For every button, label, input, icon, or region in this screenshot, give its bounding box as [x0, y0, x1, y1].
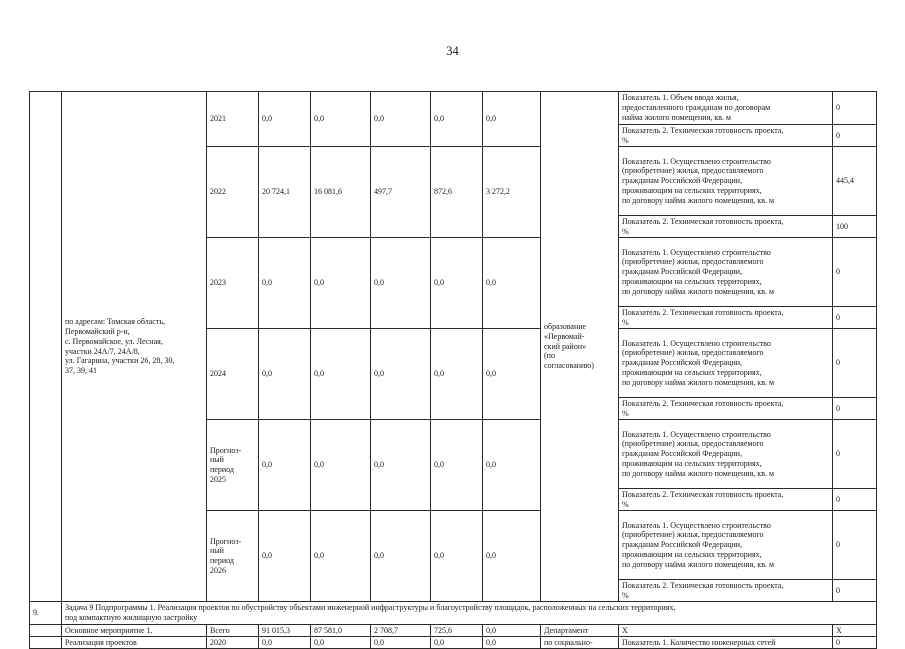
- page-number: 34: [446, 44, 459, 58]
- year-cell: 2022: [207, 147, 259, 238]
- funding-value: 0,0: [311, 238, 371, 329]
- address-line: 37, 39, 41: [65, 365, 97, 375]
- year-cell: 2023: [207, 238, 259, 329]
- indicator-line: по договору найма жилого помещения, кв. м: [622, 286, 775, 296]
- row-number-cell: [30, 625, 62, 637]
- indicator-line: Показатель 2. Техническая готовность проекта,: [622, 580, 784, 590]
- indicator-1: [619, 329, 833, 398]
- year-line: период: [210, 556, 234, 565]
- address-line: ул. Гагарина, участки 26, 28, 30,: [65, 356, 175, 366]
- funding-value: 0,0: [371, 511, 431, 602]
- executor-cell: Департамент: [541, 625, 619, 637]
- main-measure-row: [30, 625, 877, 637]
- funding-value: 0,0: [259, 637, 311, 649]
- indicator-line: гражданам Российской Федерации,: [622, 176, 743, 186]
- indicator-line: %: [622, 499, 629, 509]
- funding-value: 497,7: [371, 147, 431, 238]
- year-cell: [207, 511, 259, 602]
- executor-line: образование: [544, 322, 587, 332]
- indicator-line: Показатель 2. Техническая готовность проекта,: [622, 398, 784, 408]
- funding-value: 87 581,0: [311, 625, 371, 637]
- indicator-line: по договору найма жилого помещения, кв. м: [622, 195, 775, 205]
- indicator-2-value: 100: [833, 216, 877, 238]
- period-cell: Всего: [207, 625, 259, 637]
- funding-value: 0,0: [431, 420, 483, 511]
- indicator-line: (приобретение) жилья, предоставляемого: [622, 530, 764, 540]
- funding-value: 0,0: [431, 637, 483, 649]
- indicator-line: Показатель 1. Осуществлено строительство: [622, 429, 771, 439]
- executor-line: «Первомай-: [544, 331, 585, 341]
- indicator-line: Показатель 1. Объем ввода жилья,: [622, 93, 739, 103]
- executor-line: (по: [544, 351, 555, 361]
- indicator-line: Показатель 1. Осуществлено строительство: [622, 156, 771, 166]
- funding-value: 0,0: [259, 420, 311, 511]
- indicator-line: Показатель 2. Техническая готовность проекта,: [622, 125, 784, 135]
- indicator-line: (приобретение) жилья, предоставляемого: [622, 257, 764, 267]
- executor-line: ский район»: [544, 341, 587, 351]
- indicator-cell: X: [619, 625, 833, 637]
- funding-value: 0,0: [371, 420, 431, 511]
- indicator-2-value: 0: [833, 580, 877, 602]
- indicator-line: гражданам Российской Федерации,: [622, 449, 743, 459]
- indicator-line: проживающим на сельских территориях,: [622, 458, 762, 468]
- address-line: Первомайский р-н,: [65, 327, 130, 337]
- funding-value: 3 272,2: [483, 147, 541, 238]
- indicator-line: %: [622, 317, 629, 327]
- funding-value: 0,0: [483, 511, 541, 602]
- year-cell: 2024: [207, 329, 259, 420]
- funding-value: 872,6: [431, 147, 483, 238]
- funding-value: 91 015,3: [259, 625, 311, 637]
- indicator-line: проживающим на сельских территориях,: [622, 276, 762, 286]
- executor-line: согласованию): [544, 361, 594, 371]
- projects-row: [30, 637, 877, 649]
- indicator-line: (приобретение) жилья, предоставляемого: [622, 166, 764, 176]
- executor-cell: по социально-: [541, 637, 619, 649]
- funding-value: 0,0: [311, 329, 371, 420]
- indicator-1: [619, 147, 833, 216]
- funding-value: 0,0: [431, 329, 483, 420]
- row-number-cell: [30, 637, 62, 649]
- indicator-line: проживающим на сельских территориях,: [622, 549, 762, 559]
- indicator-2: [619, 580, 833, 602]
- year-line: 2026: [210, 565, 226, 575]
- indicator-line: гражданам Российской Федерации,: [622, 540, 743, 550]
- indicator-line: (приобретение) жилья, предоставляемого: [622, 348, 764, 358]
- funding-value: 0,0: [259, 511, 311, 602]
- year-row: [30, 92, 877, 125]
- indicator-1-value: 0: [833, 238, 877, 307]
- funding-value: 0,0: [483, 92, 541, 147]
- year-cell: [207, 420, 259, 511]
- indicator-line: по договору найма жилого помещения, кв. м: [622, 559, 775, 569]
- funding-value: 0,0: [311, 637, 371, 649]
- funding-value: 0,0: [371, 329, 431, 420]
- indicator-line: Показатель 1. Осуществлено строительство: [622, 520, 771, 530]
- task-line: Задача 9 Подпрограммы 1. Реализация проектов по обустройству объектами инженерной инфраструктуры и благоустройству площадок, расположенных на сельских территориях,: [65, 603, 676, 613]
- task-line: под компактную жилищную застройку: [65, 613, 198, 622]
- indicator-line: найма жилого помещения, кв. м: [622, 112, 731, 122]
- indicator-line: %: [622, 226, 629, 236]
- indicator-line: %: [622, 135, 629, 145]
- indicator-1-value: 445,4: [833, 147, 877, 216]
- address-line: по адресам: Томская область,: [65, 317, 165, 327]
- indicator-1: [619, 238, 833, 307]
- funding-value: 0,0: [311, 92, 371, 147]
- year-line: ный: [210, 455, 224, 465]
- funding-value: 0,0: [259, 238, 311, 329]
- funding-value: 0,0: [371, 92, 431, 147]
- funding-value: 0,0: [371, 238, 431, 329]
- indicator-line: Показатель 2. Техническая готовность проекта,: [622, 307, 784, 317]
- address-line: с. Первомайское, ул. Лесная,: [65, 336, 163, 346]
- indicator-2-value: 0: [833, 398, 877, 420]
- indicator-2: [619, 398, 833, 420]
- indicator-2-value: 0: [833, 307, 877, 329]
- funding-value: 0,0: [259, 329, 311, 420]
- measure-name: Основное мероприятие 1.: [62, 625, 207, 637]
- indicator-2-value: 0: [833, 489, 877, 511]
- indicator-line: гражданам Российской Федерации,: [622, 358, 743, 368]
- program-table: [29, 91, 877, 649]
- funding-value: 0,0: [483, 625, 541, 637]
- year-line: ный: [210, 546, 224, 556]
- indicator-line: проживающим на сельских территориях,: [622, 367, 762, 377]
- executor-cell: [541, 92, 619, 602]
- task-title: [62, 602, 877, 625]
- address-cell: [62, 92, 207, 602]
- indicator-2: [619, 125, 833, 147]
- indicator-2: [619, 489, 833, 511]
- funding-value: 2 708,7: [371, 625, 431, 637]
- funding-value: 0,0: [431, 238, 483, 329]
- funding-value: 0,0: [483, 637, 541, 649]
- indicator-cell: Показатель 1. Количество инженерных сетей: [619, 637, 833, 649]
- year-cell: 2021: [207, 92, 259, 147]
- task-number: 9.: [30, 602, 62, 625]
- indicator-1: [619, 92, 833, 125]
- indicator-line: по договору найма жилого помещения, кв. м: [622, 377, 775, 387]
- indicator-value: X: [833, 625, 877, 637]
- funding-value: 0,0: [311, 420, 371, 511]
- funding-value: 16 081,6: [311, 147, 371, 238]
- task-row: [30, 602, 877, 625]
- funding-value: 0,0: [371, 637, 431, 649]
- period-cell: 2020: [207, 637, 259, 649]
- funding-value: 0,0: [259, 92, 311, 147]
- funding-value: 0,0: [483, 238, 541, 329]
- indicator-line: %: [622, 408, 629, 418]
- indicator-line: предоставленного гражданам по договорам: [622, 103, 771, 113]
- funding-value: 0,0: [431, 511, 483, 602]
- indicator-value: 0: [833, 637, 877, 649]
- address-line: участки 24А/7, 24А/8,: [65, 346, 140, 356]
- funding-value: 725,6: [431, 625, 483, 637]
- funding-value: 0,0: [431, 92, 483, 147]
- indicator-line: гражданам Российской Федерации,: [622, 267, 743, 277]
- indicator-line: Показатель 1. Осуществлено строительство: [622, 338, 771, 348]
- indicator-2: [619, 216, 833, 238]
- measure-name: Реализация проектов: [62, 637, 207, 649]
- year-line: период: [210, 465, 234, 474]
- funding-value: 0,0: [483, 329, 541, 420]
- year-line: Прогноз-: [210, 536, 242, 546]
- indicator-line: Показатель 2. Техническая готовность проекта,: [622, 489, 784, 499]
- funding-value: 0,0: [483, 420, 541, 511]
- year-line: 2025: [210, 474, 226, 484]
- indicator-2-value: 0: [833, 125, 877, 147]
- funding-value: 20 724,1: [259, 147, 311, 238]
- indicator-line: %: [622, 590, 629, 600]
- indicator-line: по договору найма жилого помещения, кв. м: [622, 468, 775, 478]
- indicator-1-value: 0: [833, 92, 877, 125]
- indicator-line: Показатель 1. Осуществлено строительство: [622, 247, 771, 257]
- indicator-line: проживающим на сельских территориях,: [622, 185, 762, 195]
- year-line: Прогноз-: [210, 445, 242, 455]
- indicator-line: Показатель 2. Техническая готовность проекта,: [622, 216, 784, 226]
- indicator-1: [619, 420, 833, 489]
- indicator-line: (приобретение) жилья, предоставляемого: [622, 439, 764, 449]
- indicator-2: [619, 307, 833, 329]
- indicator-1-value: 0: [833, 329, 877, 398]
- indicator-1: [619, 511, 833, 580]
- funding-value: 0,0: [311, 511, 371, 602]
- indicator-1-value: 0: [833, 511, 877, 580]
- row-number-cell: [30, 92, 62, 602]
- indicator-1-value: 0: [833, 420, 877, 489]
